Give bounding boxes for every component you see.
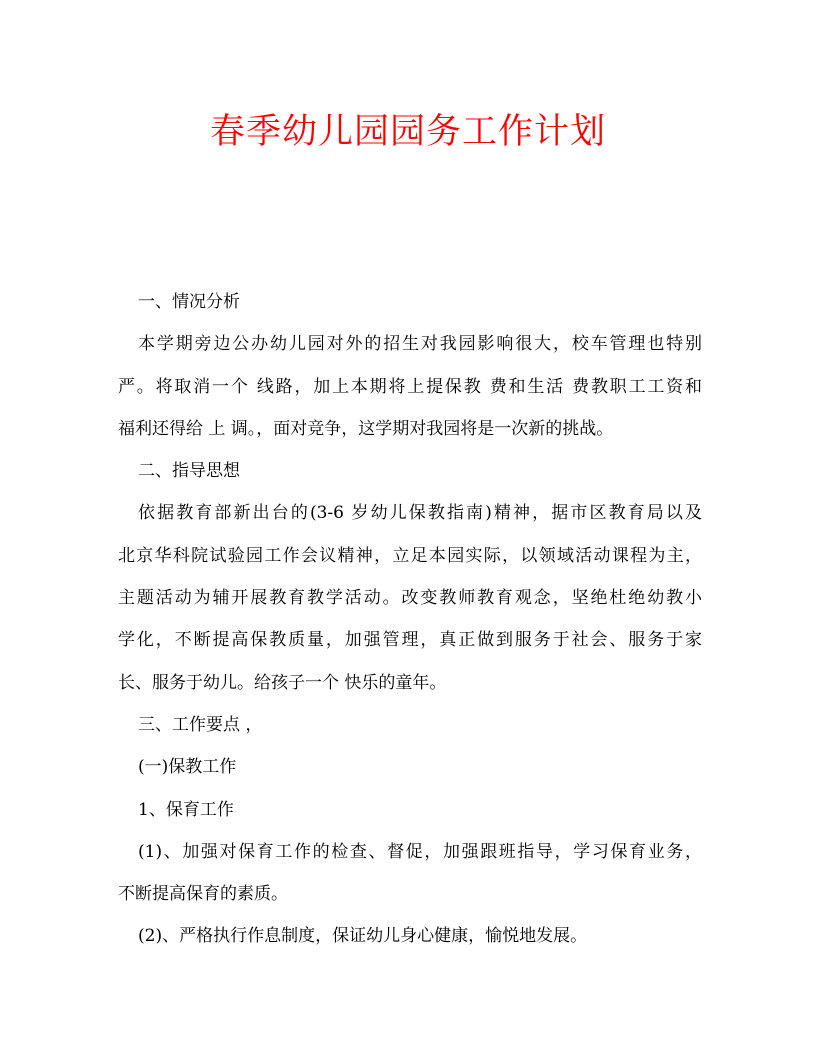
section-heading-guiding-ideology: 二、指导思想: [138, 461, 240, 482]
paragraph-line: 本学期旁边公办幼儿园对外的招生对我园影响很大，校车管理也特别: [138, 334, 702, 355]
paragraph-line: 北京华科院试验园工作会议精神，立足本园实际，以领域活动课程为主，: [118, 545, 702, 566]
paragraph-line: (2)、严格执行作息制度，保证幼儿身心健康，愉悦地发展。: [138, 926, 588, 947]
paragraph-line: 主题活动为辅开展教育教学活动。改变教师教育观念，坚绝杜绝幼教小: [118, 588, 702, 609]
paragraph-line: 福利还得给 上 调。，面对竞争，这学期对我园将是一次新的挑战。: [118, 418, 614, 439]
document-title: 春季幼儿园园务工作计划: [209, 112, 606, 152]
paragraph-line: 严。将取消一个 线路，加上本期将上提保教 费和生活 费教职工工资和: [118, 376, 702, 397]
paragraph-line: (1)、加强对保育工作的检查、督促，加强跟班指导，学习保育业务，: [138, 841, 702, 862]
subsection-heading-care-education: (一)保教工作: [138, 757, 237, 778]
paragraph-line: 学化，不断提高保教质量，加强管理，真正做到服务于社会、服务于家: [118, 630, 702, 651]
section-heading-situation-analysis: 一、情况分析: [138, 292, 240, 312]
section-heading-work-points: 三、工作要点 ，: [138, 714, 263, 735]
document-body: [118, 281, 702, 958]
paragraph-line: 不断提高保育的素质。: [118, 884, 288, 905]
paragraph-line: 依据教育部新出台的(3-6 岁幼儿保教指南)精神，据市区教育局以及: [138, 503, 702, 524]
subsection-heading-care-work: 1、保育工作: [138, 799, 234, 820]
paragraph-line: 长、服务于幼儿。给孩子一个 快乐的童年。: [118, 672, 447, 693]
